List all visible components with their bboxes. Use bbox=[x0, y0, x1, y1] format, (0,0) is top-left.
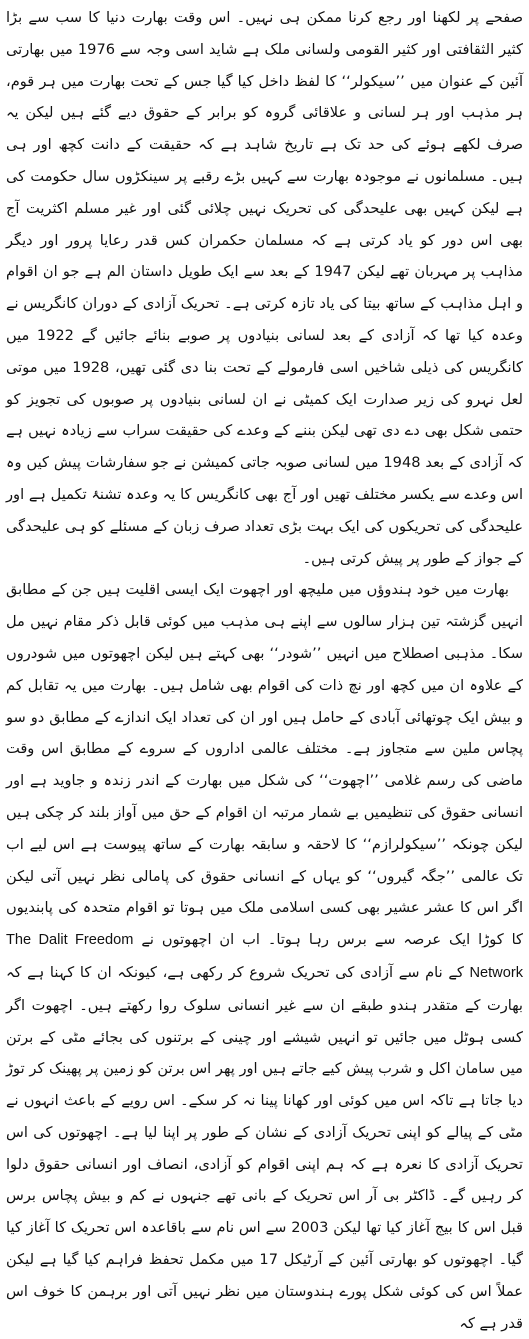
organization-name: The Dalit Freedom Network bbox=[6, 932, 523, 981]
paragraph-2-text-before: بھارت میں خود ہندوؤں میں ملیچھ اور اچھوت ایک ایسی اقلیت ہیں جن کے مطابق انہیں گزشتہ تین ہزار سالوں سے اپنے ہی مذہب میں کوئی قابل ذکر مقام نہیں مل سکا۔ مذہبی اصطلاح میں انہیں ’’شودر‘‘ بھی کہتے ہیں لیکن اچھوتوں میں شودروں کے علاوہ ان میں کچھ اور نچ ذات کی اقوام بھی شامل ہیں۔ بھارت میں یہ تقابل کم و بیش ایک چوتھائی آبادی کے حامل ہیں اور ان کی تعداد ایک اندازے کے مطابق دو سو پچاس ملین سے متجاوز ہے۔ مختلف عالمی اداروں کے سروے کے مطابق اس وقت ماضی کی رسم غلامی ’’اچھوت‘‘ کی شکل میں بھارت کے اندر زندہ و جاوید ہے اور انسانی حقوق کی تنظیمیں بے شمار مرتبہ ان اقوام کے حق میں آواز بلند کر چکی ہیں لیکن چونکہ ’’سیکولرازم‘‘ کا لاحقہ و سابقہ بھارت کے ساتھ پیوست ہے اس لیے اب تک عالمی ’’جگہ گیروں‘‘ کو یہاں کے انسانی حقوق کی پامالی نظر نہیں آتی لیکن اگر اس کا عشر عشیر بھی کسی اسلامی ملک میں ہوتا تو اقوام متحدہ کی پابندیوں کا کوڑا ایک عرصہ سے برس رہا ہوتا۔ اب ان اچھوتوں نے bbox=[6, 581, 523, 949]
paragraph-2 bbox=[6, 574, 523, 1339]
paragraph-1: صفحے پر لکھنا اور رجع کرنا ممکن ہی نہیں۔ اس وقت بھارت دنیا کا سب سے بڑا کثیر الثقافتی اور کثیر القومی ولسانی ملک ہے شاید اسی وجہ سے 1976 میں بھارتی آئین کے عنوان میں ’’سیکولر‘‘ کا لفظ داخل کیا گیا جس کے تحت بھارت میں ہر قوم، ہر مذہب اور ہر لسانی و علاقائی گروہ کو برابر کے حقوق دیے گئے ہیں لیکن یہ صرف لکھے ہوئے کی حد تک ہے تاریخ شاہد ہے کہ حقیقت کے دانت کچھ اور ہی ہیں۔ مسلمانوں نے موجودہ بھارت سے کہیں بڑے رقبے پر سینکڑوں سال حکومت کی ہے لیکن کہیں بھی علیحدگی کی تحریک نہیں چلائی گئی اور غیر مسلم اکثریت آج بھی اس دور کو یاد کرتی ہے کہ مسلمان حکمران کس قدر رعایا پرور اور دیگر مذاہب پر مہربان تھے لیکن 1947 کے بعد سے ایک طویل داستان الم ہے جو ان اقوام و اہل مذاہب کے ساتھ بیتا کی یاد تازہ کرتی ہے۔ تحریک آزادی کے دوران کانگریس نے وعدہ کیا تھا کہ آزادی کے بعد لسانی بنیادوں پر صوبے بنائے جائیں گے 1922 میں کانگریس کی ذیلی شاخیں اسی فارمولے کے تحت بنا دی گئی تھیں، 1928 میں موتی لعل نہرو کی زیر صدارت ایک کمیٹی نے ان لسانی بنیادوں پر صوبوں کی تجویز کو حتمی شکل بھی دے دی تھی لیکن بننے کے وعدے کی حقیقت سراب سے زیادہ نہیں ہے کہ آزادی کے بعد 1948 میں لسانی صوبہ جاتی کمیشن نے جو سفارشات پیش کیں وہ اس وعدے سے یکسر مختلف تھیں اور آج بھی کانگریس کا یہ وعدہ تشنۂ تکمیل ہے اور علیحدگی کی تحریکوں کی ایک بہت بڑی تعداد صرف زبان کے مسئلے کو ہی علیحدگی کے جواز کے طور پر پیش کرتی ہیں۔ bbox=[6, 9, 523, 567]
paragraph-2-text-after: کے نام سے آزادی کی تحریک شروع کر رکھی ہے، کیونکہ ان کا کہنا ہے کہ بھارت کے متقدر ہندو طبقے ان سے غیر انسانی سلوک روا رکھتے ہیں۔ اچھوت اگر کسی ہوٹل میں جائیں تو انہیں شیشے اور چینی کے برتنوں کی بجائے مٹی کے برتن میں سامان اکل و شرب پیش کیے جاتے ہیں اور پھر اس برتن کو زمین پر پھینک کر توڑ دیا جاتا ہے تاکہ اس میں کوئی اور کھانا پینا نہ کر سکے۔ اس رویے کے باعث انہوں نے مٹی کے پیالے کو اپنی تحریک آزادی کے نشان کے طور پر اپنا لیا ہے۔ اچھوتوں کی اس تحریک آزادی کا نعرہ ہے کہ ہم اپنی اقوام کو آزادی، انصاف اور انسانی حقوق دلوا کر رہیں گے۔ ڈاکٹر بی آر اس تحریک کے بانی تھے جنہوں نے کم و بیش پچاس برس قبل اس کا بیج آغاز کیا تھا لیکن 2003 سے اس نام سے باقاعدہ اس تحریک کا آغاز کیا گیا۔ اچھوتوں کو بھارتی آئین کے آرٹیکل 17 میں مکمل تحفظ فراہم کیا گیا ہے لیکن عملاً اس کی کوئی شکل پورے ہندوستان میں نظر نہیں آتی اور برہمن کا خوف اس قدر ہے کہ bbox=[6, 963, 523, 1332]
